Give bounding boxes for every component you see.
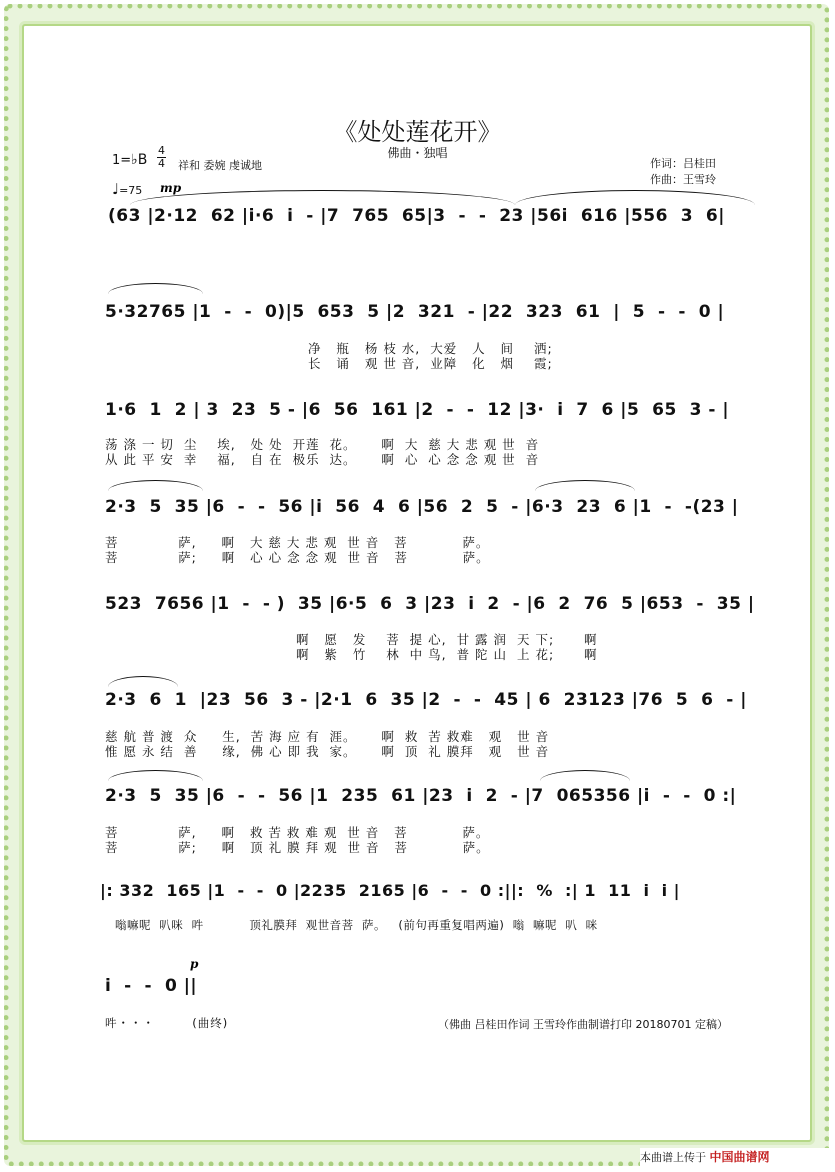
expression-marking: 祥和 委婉 虔诚地 — [178, 159, 262, 172]
time-signature — [157, 145, 166, 170]
composer: 作曲：王雪玲 — [650, 173, 716, 186]
song-title: 《处处莲花开》 — [333, 118, 502, 146]
tempo-marking — [112, 180, 142, 198]
lyrics-row-6-verse-1: 慈 航 普 渡 众 生, 苦 海 应 有 涯。 啊 救 苦 救难 观 世 音 — [105, 729, 550, 744]
notation-row-2: 5·32765 |1 - - 0)|5 653 5 |2 321 - |22 323 61 | 5 - - 0 | — [105, 302, 725, 322]
tempo-value: =75 — [119, 184, 143, 197]
lyrics-row-4-verse-2: 菩 萨; 啊 心 心 念 念 观 世 音 菩 萨。 — [105, 550, 490, 565]
lyrics-row-4-verse-1: 菩 萨, 啊 大 慈 大 悲 观 世 音 菩 萨。 — [105, 535, 490, 550]
lyricist: 作词：吕桂田 — [650, 157, 716, 170]
final-dynamic: p — [190, 957, 199, 971]
site-logo: 中国曲谱网 — [709, 1150, 770, 1164]
quarter-note-icon: ♩ — [112, 180, 120, 198]
upload-label: 本曲谱上传于 — [640, 1151, 706, 1164]
key-name: ♭B — [131, 152, 148, 168]
notation-row-8: |: 332 165 |1 - - 0 |2235 2165 |6 - - 0 :||: % :| 1 11 i i | — [100, 881, 681, 900]
lyrics-row-3-verse-1: 荡 涤 一 切 尘 埃, 处 处 开莲 花。 啊 大 慈 大 悲 观 世 音 — [105, 437, 540, 452]
notation-row-1: (63 |2·12 62 |i·6 i - |7 765 65|3 - - 23 |56i 616 |556 3 6| — [108, 206, 725, 226]
lyrics-row-5-verse-2: 啊 紫 竹 林 中 鸟, 普 陀 山 上 花; 啊 — [296, 647, 598, 662]
key-signature — [112, 152, 147, 168]
notation-row-3: 1·6 1 2 | 3 23 5 - |6 56 161 |2 - - 12 |3· i 7 6 |5 65 3 - | — [105, 400, 730, 420]
lyrics-row-9: 吽・・・ (曲终) — [105, 1016, 229, 1030]
notation-row-6: 2·3 6 1 |23 56 3 - |2·1 6 35 |2 - - 45 | 6 23123 |76 5 6 - | — [105, 690, 747, 710]
lyrics-row-7-verse-2: 菩 萨; 啊 顶 礼 膜 拜 观 世 音 菩 萨。 — [105, 840, 490, 855]
notation-row-4: 2·3 5 35 |6 - - 56 |i 56 4 6 |56 2 5 - |6·3 23 6 |1 - -(23 | — [105, 497, 739, 517]
lyrics-row-5-verse-1: 啊 愿 发 菩 提 心, 甘 露 润 天 下; 啊 — [296, 632, 598, 647]
footer-note: （佛曲 吕桂田作词 王雪玲作曲制谱打印 20180701 定稿） — [438, 1018, 728, 1031]
notation-row-7: 2·3 5 35 |6 - - 56 |1 235 61 |23 i 2 - |7 065356 |i - - 0 :| — [105, 786, 737, 806]
lyrics-row-2-verse-2: 长 诵 观 世 音, 业障 化 烟 霞; — [308, 356, 553, 371]
dynamic-marking: mp — [160, 181, 182, 195]
notation-row-9: i - - 0 || — [105, 976, 198, 996]
lyrics-row-2-verse-1: 净 瓶 杨 枝 水, 大爱 人 间 洒; — [308, 341, 553, 356]
time-top: 4 — [158, 144, 165, 157]
lyrics-row-3-verse-2: 从 此 平 安 幸 福, 自 在 极乐 达。 啊 心 心 念 念 观 世 音 — [105, 452, 540, 467]
notation-row-5: 523 7656 |1 - - ) 35 |6·5 6 3 |23 i 2 - |6 2 76 5 |653 - 35 | — [105, 594, 755, 614]
lyrics-row-7-verse-1: 菩 萨, 啊 救 苦 救 难 观 世 音 菩 萨。 — [105, 825, 490, 840]
key-prefix: 1= — [112, 153, 132, 168]
lyrics-row-8: 嗡嘛呢 叭咪 吽 顶礼膜拜 观世音菩 萨。 (前句再重复唱两遍) 嗡 嘛呢 叭 咪 — [115, 918, 598, 932]
upload-watermark — [640, 1148, 830, 1166]
song-subtitle: 佛曲・独唱 — [387, 146, 448, 160]
lyrics-row-6-verse-2: 惟 愿 永 结 善 缘, 佛 心 即 我 家。 啊 顶 礼 膜拜 观 世 音 — [105, 744, 550, 759]
time-bottom: 4 — [158, 157, 165, 170]
